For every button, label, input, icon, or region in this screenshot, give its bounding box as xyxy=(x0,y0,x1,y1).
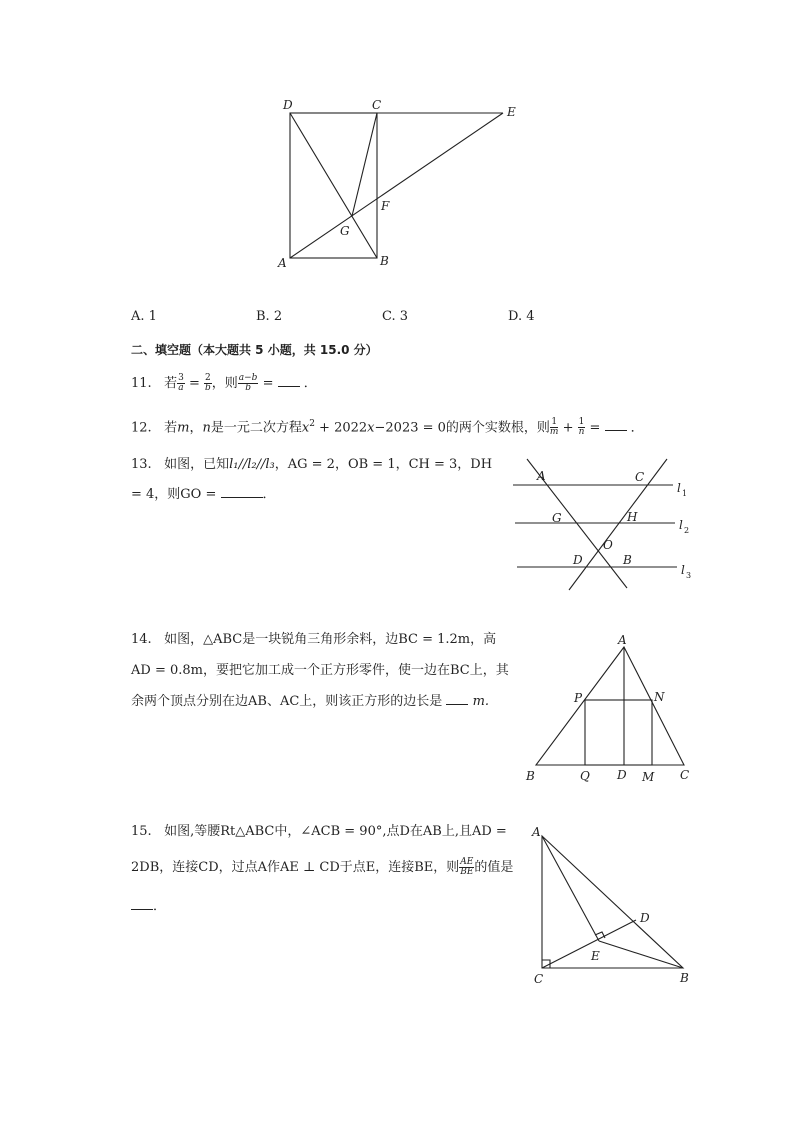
label-c: C xyxy=(372,98,382,112)
label-b: B xyxy=(526,769,535,783)
label-b: B xyxy=(380,254,389,268)
option-b[interactable]: B. 2 xyxy=(256,309,283,324)
label-c: C xyxy=(534,972,544,986)
line-cd xyxy=(542,920,636,968)
triangle-abc xyxy=(542,836,683,968)
q12-frac-1: $\frac{1}{m}$ xyxy=(549,417,559,438)
q15-number: 15. xyxy=(131,824,152,839)
question-14: 14. 如图，△ABC是一块锐角三角形余料，边BC = 1.2m，高 xyxy=(131,632,497,647)
label-f: F xyxy=(381,199,390,213)
label-d: D xyxy=(573,553,583,567)
question-15-line3: ． xyxy=(131,898,166,916)
q11-frac-1: $\frac{3}{a}$ xyxy=(178,373,184,393)
figure-14-triangle-square xyxy=(520,630,700,790)
option-a[interactable]: A. 1 xyxy=(131,309,157,324)
q14-number: 14. xyxy=(131,632,152,647)
q11-frac-2: $\frac{2}{b}$ xyxy=(205,373,211,393)
figure-13-parallel-lines xyxy=(505,455,705,595)
q12-number: 12. xyxy=(131,420,152,436)
question-15-line2: 2DB，连接CD，过点A作AE ⊥ CD于点E，连接BE，则 $\frac{AE}{BE}$ 的值是 xyxy=(131,857,514,877)
figure-rectangle xyxy=(270,95,530,275)
q11-answer-blank[interactable] xyxy=(278,386,300,387)
label-m: M xyxy=(642,770,655,784)
label-d: D xyxy=(283,98,293,112)
label-c: C xyxy=(635,470,645,484)
question-13-line2: = 4，则GO = ． xyxy=(131,487,276,502)
label-d: D xyxy=(640,911,650,925)
q11-number: 11. xyxy=(131,376,152,391)
question-14-line2: AD = 0.8m，要把它加工成一个正方形零件，使一边在BC上，其 xyxy=(131,663,509,678)
label-g: G xyxy=(552,511,562,525)
label-a: A xyxy=(278,256,287,270)
label-b: B xyxy=(680,971,689,985)
q15-frac: $\frac{AE}{BE}$ xyxy=(460,857,474,877)
label-e: E xyxy=(507,105,516,119)
label-h: H xyxy=(627,510,638,524)
triangle-abc xyxy=(536,647,684,765)
label-n: N xyxy=(654,690,665,704)
line-ae xyxy=(290,113,503,258)
label-a: A xyxy=(618,633,627,647)
line-cd xyxy=(569,459,667,590)
label-l2-sub: 2 xyxy=(684,526,690,535)
option-c[interactable]: C. 3 xyxy=(382,309,409,324)
label-b: B xyxy=(623,553,632,567)
line-db xyxy=(290,113,377,258)
line-be xyxy=(599,941,683,968)
q13-number: 13. xyxy=(131,457,152,472)
label-p: P xyxy=(574,691,583,705)
q11-pre: 若 xyxy=(164,376,178,391)
q14-answer-blank[interactable] xyxy=(446,704,468,705)
q13-answer-blank[interactable] xyxy=(221,497,263,498)
line-ae xyxy=(542,836,599,941)
label-g: G xyxy=(340,224,350,238)
question-12: 12. 若m，n是一元二次方程$x^2 + 2022x-2023 = 0$的两个实数根，则 $\frac{1}{m}$ + $\frac{1}{n}$ = ． xyxy=(131,417,644,438)
label-a: A xyxy=(537,469,546,483)
square-pqmn xyxy=(585,700,652,765)
label-l1: l xyxy=(677,481,681,495)
label-a: A xyxy=(532,825,541,839)
q12-frac-2: $\frac{1}{n}$ xyxy=(578,417,585,438)
q11-frac-3: $\frac{a-b}{b}$ xyxy=(238,373,258,393)
line-cg xyxy=(352,113,377,216)
question-13: 13. 如图，已知l₁//l₂//l₃，AG = 2，OB = 1，CH = 3，DH xyxy=(131,457,493,472)
section-title: 二、填空题（本大题共 5 小题，共 15.0 分） xyxy=(131,343,378,357)
q12-answer-blank[interactable] xyxy=(605,430,627,431)
question-15: 15. 如图,等腰Rt△ABC中，∠ACB = 90°,点D在AB上,且AD = xyxy=(131,824,507,839)
label-l3: l xyxy=(681,563,685,577)
q15-answer-blank[interactable] xyxy=(131,909,153,910)
figure-15-right-triangle xyxy=(525,822,705,992)
label-l1-sub: 1 xyxy=(682,489,688,498)
label-q: Q xyxy=(580,769,590,783)
label-d: D xyxy=(617,768,627,782)
label-c: C xyxy=(680,768,690,782)
label-l2: l xyxy=(679,518,683,532)
label-l3-sub: 3 xyxy=(686,571,692,580)
question-14-line3: 余两个顶点分别在边AB、AC上，则该正方形的边长是 m. xyxy=(131,694,490,709)
label-o: O xyxy=(603,538,613,552)
question-11: 11. 若 $\frac{3}{a}$ = $\frac{2}{b}$ ，则 $\frac{a-b}{b}$ = ． xyxy=(131,373,317,393)
option-d[interactable]: D. 4 xyxy=(508,309,535,324)
label-e: E xyxy=(591,949,600,963)
